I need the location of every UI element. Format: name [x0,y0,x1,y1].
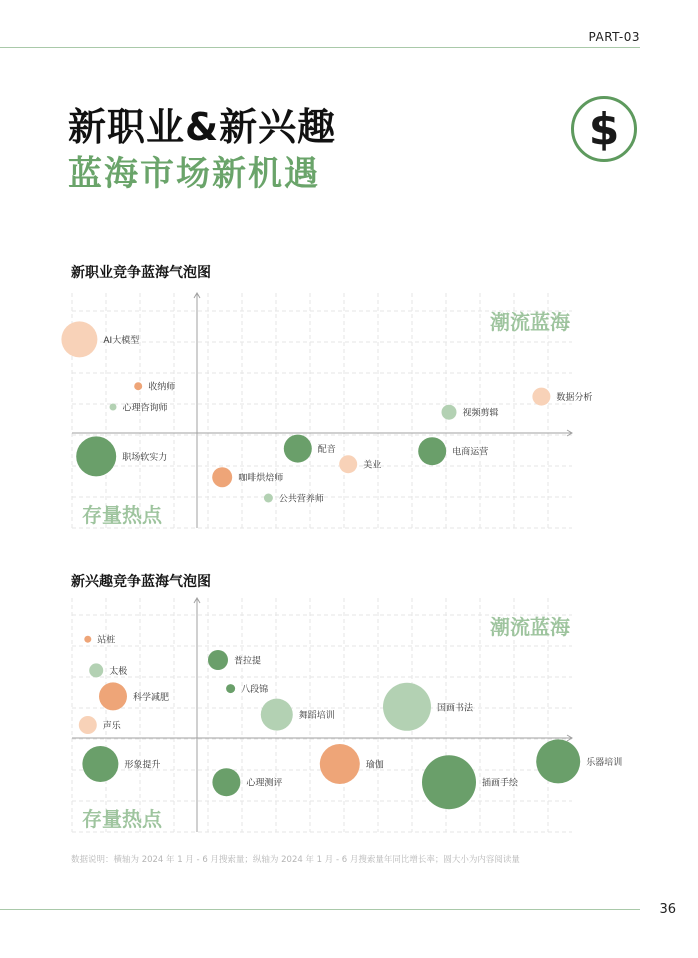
data-footnote: 数据说明：横轴为 2024 年 1 月 - 6 月搜索量；纵轴为 2024 年 1 月 - 6 月搜索量年同比增长率；圆大小为内容阅读量 [71,855,520,865]
bubble-label: 形象提升 [124,760,161,771]
page-number: 36 [659,902,676,917]
dollar-circle-icon: $ [571,96,637,162]
bubble-label: 咖啡烘焙师 [238,473,284,484]
bubble-label: 配音 [317,445,336,456]
bubble [208,650,228,670]
bubble [383,683,431,731]
bubble-label: 收纳师 [148,382,176,393]
bubble [76,436,116,476]
bubble [110,404,117,411]
bubble [79,716,97,734]
bubble-label: 美业 [363,460,382,471]
bubble [212,467,232,487]
bubble-label: 插画手绘 [482,778,519,789]
bubble [422,755,476,809]
bubble-label: 舞蹈培训 [298,711,335,722]
chart2-title: 新兴趣竞争蓝海气泡图 [71,574,211,590]
page-title-line2: 蓝海市场新机遇 [68,154,320,194]
bubble-label: 声乐 [102,721,121,732]
bubble [212,768,240,796]
chart1-title: 新职业竞争蓝海气泡图 [71,265,211,281]
quadrant-label-bottom-left: 存量热点 [82,503,162,527]
bubble-label: 乐器培训 [586,757,623,768]
bubble [134,382,142,390]
quadrant-label-bottom-left: 存量热点 [82,807,162,831]
bubble [84,636,91,643]
bubble-label: 数据分析 [556,393,593,404]
bubble [320,744,360,784]
bubble [99,682,127,710]
bubble-label: 电商运营 [452,447,489,458]
bubble [284,435,312,463]
bubble [61,321,97,357]
bubble-label: 国画书法 [437,703,474,714]
bubble-label: 公共营养师 [278,494,324,505]
bubble [532,388,550,406]
bubble-label: 视频剪辑 [462,408,499,419]
bubble-label: AI大模型 [103,335,140,346]
bubble-label: 八段锦 [241,685,269,696]
bubble-label: 科学减肥 [133,692,170,703]
bubble-label: 瑜伽 [365,760,384,771]
bubble-label: 职场软实力 [122,452,168,463]
bubble [264,494,273,503]
bubble-label: 心理测评 [246,778,283,789]
bottom-rule [0,909,640,910]
bubble [442,405,457,420]
bubble [536,739,580,783]
page-title-line1: 新职业&新兴趣 [68,105,337,149]
bubble [339,455,357,473]
bubble-label: 站桩 [97,635,116,646]
bubble-label: 普拉提 [234,656,262,667]
bubble-label: 太极 [109,666,128,677]
bubble [82,746,118,782]
quadrant-label-top-right: 潮流蓝海 [490,310,570,334]
bubble-label: 心理咨询师 [122,403,168,414]
bubble [226,684,235,693]
section-label: PART-03 [588,30,640,44]
bubble [89,663,103,677]
bubble [418,437,446,465]
bubble [261,699,293,731]
quadrant-label-top-right: 潮流蓝海 [490,615,570,639]
